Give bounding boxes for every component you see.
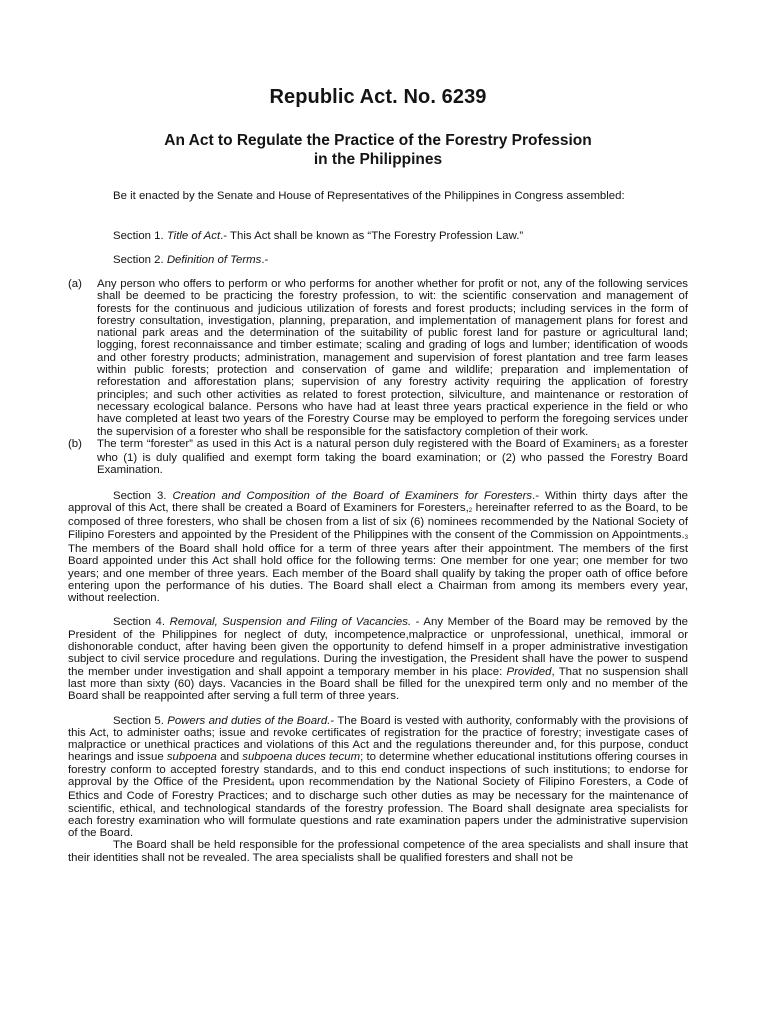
section-5-text-2: ; to determine whether educational institutions offering courses in forestry conform to accepted forestry standards, and to this end conduct inspections of such institutions; to endorse for approval by the Office of the President [68,751,688,788]
definition-item-b [68,438,688,477]
section-3 [68,490,688,605]
section-3-prefix: Section 3. [113,489,173,502]
section-5-subpoena-duces-tecum: subpoena duces tecum [242,751,361,764]
section-4-provided: Provided [506,665,552,678]
section-4-text-2: , That no suspension shall last more than sixty (60) days. Vacancies in the Board shall be filled for the unexpired term only and no member of the Board shall be reappointed after serving a full term of three years. [68,665,688,703]
section-2-suffix: .- [261,254,269,266]
footnote-marker-3: 3 [684,534,688,541]
section-3-heading: Creation and Composition of the Board of Examiners for Foresters [172,489,533,502]
section-2-heading: Definition of Terms [166,254,262,266]
section-3-text-3: The members of the Board shall hold office for a term of three years after their appointment. The members of the first Board appointed under this Act shall hold office for the following terms: One member for one year; one member for two years; and one member of three years. Each member of the Board shall qualify by taking the proper oath of office before entering upon the performance of his duties. The Board shall elect a Chairman from among its members every year, without reelection. [68,542,688,605]
section-2-prefix: Section 2. [113,254,167,266]
section-5-subpoena: subpoena [166,751,217,764]
section-3-text-2: hereinafter referred to as the Board, to be composed of three foresters, who shall be chosen from a list of six (6) nominees recommended by the National Society of Filipino Foresters and appointed by the President of the Philippines with the consent of the Commission on Appointments. [68,502,688,541]
document-title: Republic Act. No. 6239 [269,86,487,108]
definition-item-a [68,278,688,438]
section-5-prefix: Section 5. [113,714,168,727]
section-1-text: .- This Act shall be known as “The Forestry Profession Law.” [220,230,524,242]
definition-label-b: (b) [68,437,82,450]
definition-b-text-1: The term “forester” as used in this Act is a natural person duly registered with the Board of Examiners [97,437,617,450]
subtitle-line-2: in the Philippines [313,151,443,168]
section-5-text-3: upon recommendation by the National Society of Filipino Foresters, a Code of Ethics and Code of Forestry Practices; and to discharge such other duties as may be necessary for the maintenance of scientific, ethical, and technological standards of the forestry profession. The Board shall designate area specialists for each forestry examination who will formulate questions and rate examination papers under the administrative supervision of the Board. [68,775,688,840]
section-4 [68,616,688,702]
section-5-text-1: - The Board is vested with authority, conformably with the provisions of this Act, to administer oaths; issue and revoke certificates of registration for the practice of forestry; investigate cases of malpractice or unethical practices and violations of this Act and the regulations thereunder and, for this purpose, conduct hearings and issue [68,714,688,764]
enacting-clause: Be it enacted by the Senate and House of Representatives of the Philippines in Congress assembled: [113,190,625,202]
section-3-text-1: .- Within thirty days after the approval of this Act, there shall be created a Board of Examiners for Foresters, [68,489,688,515]
section-5-paragraph-2: The Board shall be held responsible for the professional competence of the area specialists and shall insure that their identities shall not be revealed. The area specialists shall be qualified foresters and shall not be [68,839,688,864]
definition-text-a: Any person who offers to perform or who performs for another whether for profit or not, any of the following services shall be deemed to be practicing the forestry profession, to wit: the scientific conservation and management of forests for the continuous and judicious utilization of forests and forest products; including services in the form of forestry consultation, investigation, planning, preparation, and implementation of management plans for forest and national park areas and the determination of the suitability of public forest land for pasture or agricultural land; logging, forest reconnaissance and timber estimate; scaling and grading of logs and lumber; identification of woods and other forestry products; administration, management and supervision of forest plantation and tree farm leases within public forests; protection and conservation of game and wildlife; preparation and implementation of reforestation and afforestation plans; supervision of any forestry activity requiring the application of forestry principles; and such other activities as related to forest protection, silviculture, and maintenance or restoration of necessary ecological balance. Persons who have had at least three years practical experience in the field or who have completed at least two years of the Forestry Course may be employed to perform the foregoing services under the supervision of a forester who shall be responsible for the satisfactory completion of their work. [97,278,688,438]
footnote-marker-1: 1 [616,443,620,450]
section-5-and: and [216,751,243,764]
section-1-prefix: Section 1. [113,230,167,242]
section-1 [113,229,688,243]
footnote-marker-4: 4 [270,781,275,788]
subtitle-line-1: An Act to Regulate the Practice of the Forestry Profession [164,132,592,149]
definitions-list [68,278,688,477]
section-5 [68,715,688,840]
definition-text-b [97,438,688,477]
section-4-prefix: Section 4. [113,616,170,629]
definition-label-a: (a) [68,278,82,290]
document-subtitle [68,131,688,169]
section-4-heading: Removal, Suspension and Filing of Vacancies. [169,616,412,629]
footnote-marker-2: 2 [468,508,473,515]
section-1-heading: Title of Act [166,230,221,242]
section-5-heading: Powers and duties of the Board. [167,714,331,727]
definition-b-text-2: as a forester who (1) is duly qualified and exempt form taking the board examination; or (2) who passed the Forestry Board Examination. [97,437,688,477]
section-4-text-1: - Any Member of the Board may be removed by the President of the Philippines for neglect of duty, incompetence,malpractice or unprofessional, unethical, immoral or dishonorable conduct, after having been given the opportunity to defend himself in a proper administrative investigation subject to civil service procedure and regulations. During the investigation, the President shall have the power to suspend the member under investigation and shall appoint a temporary member in his place: [68,616,688,678]
section-2 [113,253,688,267]
